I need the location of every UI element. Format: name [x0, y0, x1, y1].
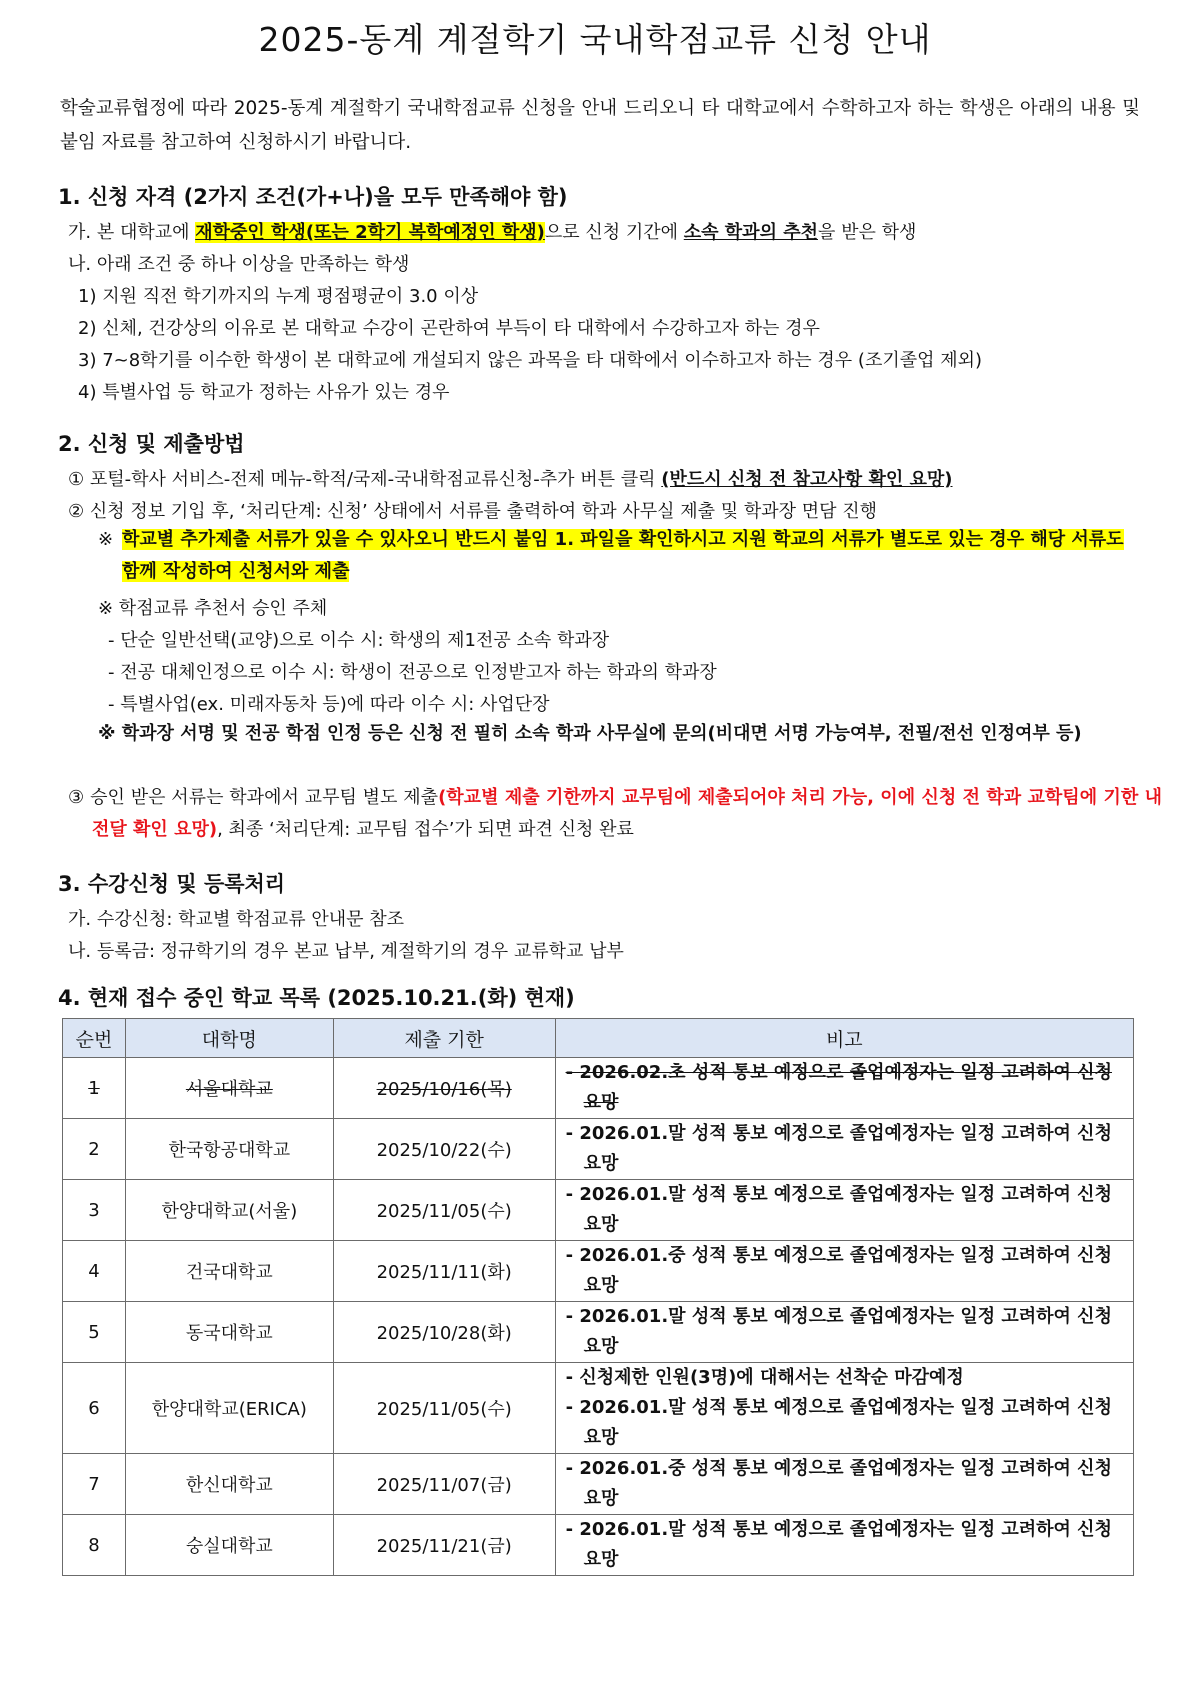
cell-deadline: 2025/11/05(수)	[333, 1363, 555, 1454]
remark-line: - 2026.01.중 성적 통보 예정으로 졸업예정자는 일정 고려하여 신청 요망	[565, 1458, 1112, 1509]
cell-deadline: 2025/10/22(수)	[333, 1119, 555, 1180]
section2-note-signature: ※ 학과장 서명 및 전공 학점 인정 등은 신청 전 필히 소속 학과 사무실에 문의(비대면 서명 가능여부, 전필/전선 인정여부 등)	[98, 723, 1082, 744]
section1-item-na: 나. 아래 조건 중 하나 이상을 만족하는 학생	[68, 254, 410, 275]
section3-item-na: 나. 등록금: 정규학기의 경우 본교 납부, 계절학기의 경우 교류학교 납부	[68, 941, 624, 962]
cell-university: 한양대학교(서울)	[125, 1180, 333, 1241]
remark-line: - 2026.01.말 성적 통보 예정으로 졸업예정자는 일정 고려하여 신청 요망	[565, 1306, 1112, 1357]
section1-condition: 1) 지원 직전 학기까지의 누계 평점평균이 3.0 이상	[78, 286, 479, 307]
cell-university: 한신대학교	[125, 1454, 333, 1515]
intro-paragraph: 학술교류협정에 따라 2025-동계 계절학기 국내학점교류 신청을 안내 드리오니 타 대학교에서 수학하고자 하는 학생은 아래의 내용 및 붙임 자료를 참고하여 신청하시기 바랍니다.	[60, 98, 1140, 153]
cell-university: 숭실대학교	[125, 1515, 333, 1576]
section2-step1	[68, 465, 952, 491]
cell-remarks	[555, 1058, 1133, 1119]
table-row	[63, 1302, 1134, 1363]
cell-deadline: 2025/11/05(수)	[333, 1180, 555, 1241]
section2-heading: 2. 신청 및 제출방법	[58, 432, 245, 456]
cell-remarks	[555, 1454, 1133, 1515]
approver-item: - 단순 일반선택(교양)으로 이수 시: 학생의 제1전공 소속 학과장	[108, 630, 610, 651]
school-table	[62, 1018, 1134, 1576]
table-row	[63, 1454, 1134, 1515]
remark-line: - 2026.01.말 성적 통보 예정으로 졸업예정자는 일정 고려하여 신청 요망	[565, 1123, 1112, 1174]
cell-number: 1	[63, 1058, 126, 1119]
section3-item-ga: 가. 수강신청: 학교별 학점교류 안내문 참조	[68, 909, 404, 930]
cell-university: 동국대학교	[125, 1302, 333, 1363]
ga-prefix: 가. 본 대학교에	[68, 222, 196, 243]
table-row	[63, 1058, 1134, 1119]
table-row	[63, 1515, 1134, 1576]
page-title: 2025-동계 계절학기 국내학점교류 신청 안내	[258, 20, 932, 59]
col-header-deadline: 제출 기한	[333, 1019, 555, 1058]
approver-item: - 특별사업(ex. 미래자동차 등)에 따라 이수 시: 사업단장	[108, 694, 550, 715]
section1-condition: 3) 7~8학기를 이수한 학생이 본 대학교에 개설되지 않은 과목을 타 대학에서 이수하고자 하는 경우 (조기졸업 제외)	[78, 350, 983, 371]
cell-deadline: 2025/10/16(목)	[333, 1058, 555, 1119]
cell-number: 4	[63, 1241, 126, 1302]
col-header-number: 순번	[63, 1019, 126, 1058]
cell-number: 7	[63, 1454, 126, 1515]
section1-condition: 4) 특별사업 등 학교가 정하는 사유가 있는 경우	[78, 382, 450, 403]
cell-remarks	[555, 1515, 1133, 1576]
step1-text: ① 포털-학사 서비스-전제 메뉴-학적/국제-국내학점교류신청-추가 버튼 클릭	[68, 469, 662, 490]
reference-mark: ※	[98, 529, 114, 550]
cell-deadline: 2025/10/28(화)	[333, 1302, 555, 1363]
table-header-row	[63, 1019, 1134, 1058]
table-row	[63, 1180, 1134, 1241]
cell-number: 6	[63, 1363, 126, 1454]
section4-heading: 4. 현재 접수 중인 학교 목록 (2025.10.21.(화) 현재)	[58, 986, 575, 1010]
ga-highlight: 재학중인 학생(또는 2학기 복학예정인 학생)	[195, 222, 545, 243]
step1-emphasis: (반드시 신청 전 참고사항 확인 요망)	[661, 469, 953, 490]
remark-line: - 2026.01.말 성적 통보 예정으로 졸업예정자는 일정 고려하여 신청 요망	[565, 1184, 1112, 1235]
cell-remarks	[555, 1180, 1133, 1241]
cell-number: 5	[63, 1302, 126, 1363]
section1-item-ga	[68, 218, 916, 244]
cell-remarks	[555, 1363, 1133, 1454]
cell-remarks	[555, 1302, 1133, 1363]
cell-remarks	[555, 1119, 1133, 1180]
table-row	[63, 1241, 1134, 1302]
cell-deadline: 2025/11/11(화)	[333, 1241, 555, 1302]
remark-line: - 2026.01.말 성적 통보 예정으로 졸업예정자는 일정 고려하여 신청 요망	[565, 1397, 1112, 1448]
ga-underline: 소속 학과의 추천	[683, 222, 818, 243]
cell-number: 8	[63, 1515, 126, 1576]
cell-deadline: 2025/11/21(금)	[333, 1515, 555, 1576]
table-row	[63, 1119, 1134, 1180]
section1-condition: 2) 신체, 건강상의 이유로 본 대학교 수강이 곤란하여 부득이 타 대학에서 수강하고자 하는 경우	[78, 318, 820, 339]
approver-item: - 전공 대체인정으로 이수 시: 학생이 전공으로 인정받고자 하는 학과의 학과장	[108, 662, 717, 683]
section2-step2: ② 신청 정보 기입 후, ‘처리단계: 신청’ 상태에서 서류를 출력하여 학과 사무실 제출 및 학과장 면담 진행	[68, 501, 878, 522]
cell-university: 한국항공대학교	[125, 1119, 333, 1180]
col-header-remarks: 비고	[555, 1019, 1133, 1058]
ga-suffix: 을 받은 학생	[818, 222, 917, 243]
section2-note-approver: ※ 학점교류 추천서 승인 주체	[98, 598, 328, 619]
cell-university: 한양대학교(ERICA)	[125, 1363, 333, 1454]
step3-text: ③ 승인 받은 서류는 학과에서 교무팀 별도 제출	[68, 787, 439, 808]
remark-line: - 2026.01.말 성적 통보 예정으로 졸업예정자는 일정 고려하여 신청 요망	[565, 1519, 1112, 1570]
section3-heading: 3. 수강신청 및 등록처리	[58, 872, 286, 896]
table-row	[63, 1363, 1134, 1454]
ga-middle: 으로 신청 기간에	[544, 222, 684, 243]
section2-step3	[68, 782, 1162, 846]
cell-deadline: 2025/11/07(금)	[333, 1454, 555, 1515]
note1-highlight: 학교별 추가제출 서류가 있을 수 있사오니 반드시 붙임 1. 파일을 확인하시고 지원 학교의 서류가 별도로 있는 경우 해당 서류도 함께 작성하여 신청서와 제출	[122, 529, 1124, 582]
remark-line: - 신청제한 인원(3명)에 대해서는 선착순 마감예정	[565, 1367, 964, 1388]
section1-heading: 1. 신청 자격 (2가지 조건(가+나)을 모두 만족해야 함)	[58, 185, 568, 209]
cell-number: 2	[63, 1119, 126, 1180]
section2-note-documents	[98, 524, 1138, 588]
remark-line: - 2026.01.중 성적 통보 예정으로 졸업예정자는 일정 고려하여 신청 요망	[565, 1245, 1112, 1296]
col-header-university: 대학명	[125, 1019, 333, 1058]
cell-university: 서울대학교	[125, 1058, 333, 1119]
cell-university: 건국대학교	[125, 1241, 333, 1302]
step3-deadline-warning: (학교별 제출 기한까지 교무팀에 제출되어야 처리 가능, 이에 신청 전 학과 교학팀에 기한 내 전달 확인 요망)	[92, 787, 1162, 840]
cell-number: 3	[63, 1180, 126, 1241]
step3-suffix: , 최종 ‘처리단계: 교무팀 접수’가 되면 파견 신청 완료	[217, 819, 634, 840]
cell-remarks	[555, 1241, 1133, 1302]
remark-line: - 2026.02.초 성적 통보 예정으로 졸업예정자는 일정 고려하여 신청 요망	[565, 1062, 1112, 1113]
